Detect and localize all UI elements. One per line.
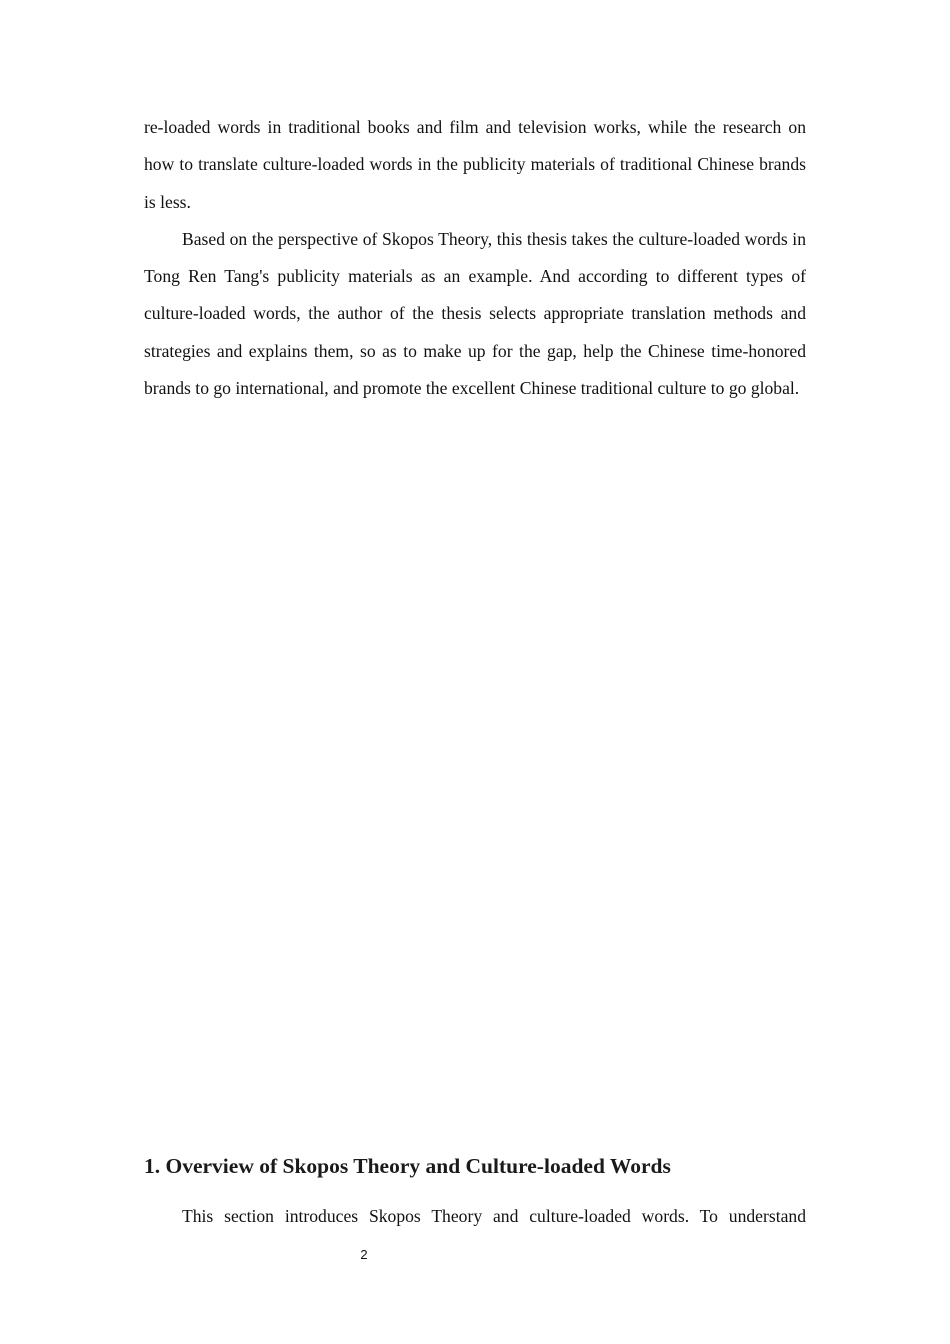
- paragraph-continued: re-loaded words in traditional books and film and television works, while the research on how to translate culture-loaded words in the publicity materials of traditional Chinese brands is less.: [144, 117, 806, 212]
- page-number: 2: [360, 1247, 368, 1262]
- section-heading: 1. Overview of Skopos Theory and Culture-loaded Words: [144, 1154, 671, 1178]
- body-text-continuation: [144, 109, 806, 407]
- paragraph-section-intro: This section introduces Skopos Theory and culture-loaded words. To understand: [182, 1206, 806, 1226]
- paragraph-thesis-purpose: Based on the perspective of Skopos Theory, this thesis takes the culture-loaded words in Tong Ren Tang's publicity materials as an example. And according to different types of culture-loaded words, the author of the thesis selects appropriate translation methods and strategies and explains them, so as to make up for the gap, help the Chinese time-honored brands to go international, and promote the excellent Chinese traditional culture to go global.: [144, 228, 806, 399]
- section-body-text: [144, 1198, 806, 1235]
